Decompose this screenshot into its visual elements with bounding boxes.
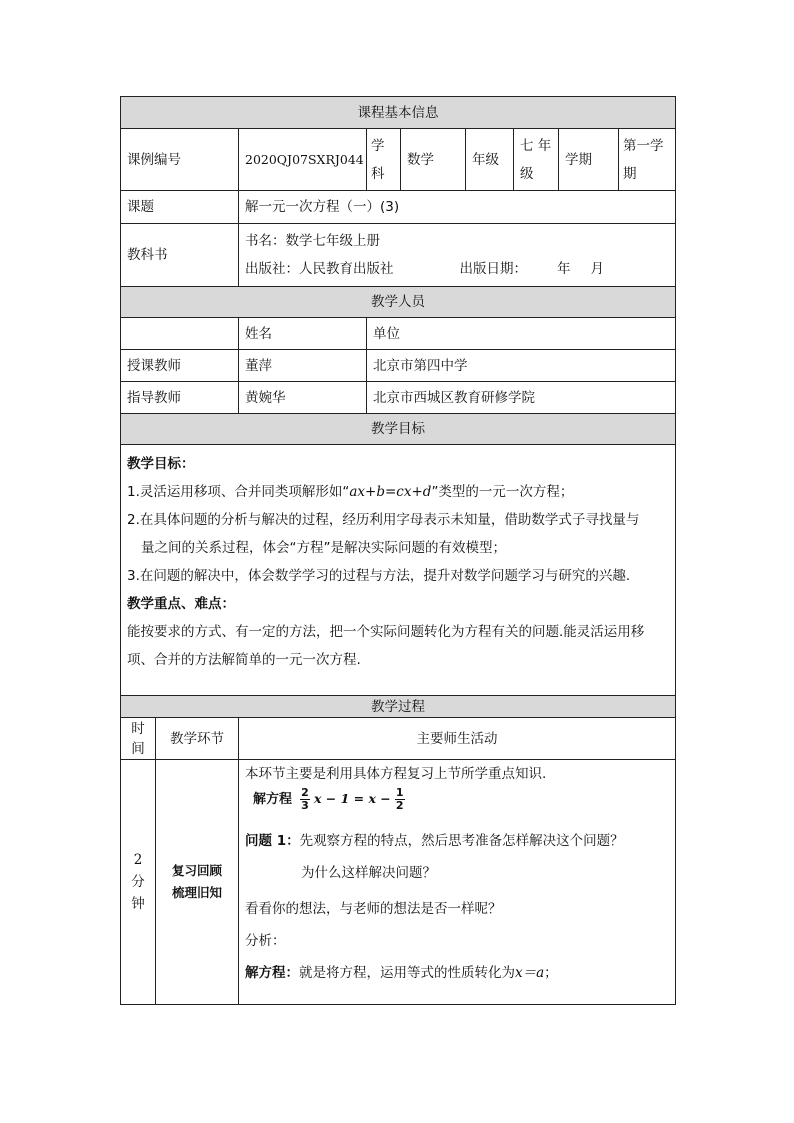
grade-value-line2: 级 [520, 165, 534, 182]
time-col-header [121, 718, 156, 760]
stage-line1: 复习回顾 [171, 863, 222, 878]
stage-cell [156, 760, 239, 1005]
question-1 [245, 827, 669, 855]
term-value [619, 129, 676, 191]
fraction-1-numerator: 2 [301, 786, 309, 799]
duration-number: 2 [133, 852, 143, 868]
goal-item-1-pre: 1.灵活运用移项、合并同类项解形如“ [127, 484, 350, 500]
subject-label [367, 129, 401, 191]
equation-label: 解方程 [253, 792, 293, 807]
fraction-2-numerator: 1 [395, 786, 404, 799]
duration-cell [121, 760, 156, 1005]
grade-value-line1: 七 年 [520, 137, 552, 154]
subject-value: 数学 [401, 129, 466, 191]
activity-intro: 本环节主要是利用具体方程复习上节所学重点知识. [245, 766, 547, 782]
goal-item-1-post: ”类型的一元一次方程； [431, 484, 574, 500]
fraction-2-denominator: 2 [395, 799, 404, 812]
term-label: 学期 [559, 129, 619, 191]
goals-heading: 教学目标： [127, 456, 195, 472]
duration-unit-2: 钟 [131, 896, 145, 912]
analysis-label: 分析： [245, 933, 286, 949]
section-header-basic-info: 课程基本信息 [121, 97, 676, 129]
textbook-info [239, 224, 676, 287]
grade-label: 年级 [466, 129, 514, 191]
case-id-label: 课例编号 [121, 129, 239, 191]
goal-item-2-line2: 量之间的关系过程，体会“方程”是解决实际问题的有效模型； [141, 540, 506, 556]
publish-year-label: 年 [557, 261, 571, 277]
section-header-teachers: 教学人员 [121, 287, 676, 318]
time-col-header-line1: 时 [131, 720, 145, 737]
grade-value [514, 129, 559, 191]
teacher-unit: 北京市第四中学 [367, 350, 676, 382]
goal-item-3: 3.在问题的解决中，体会数学学习的过程与方法，提升对数学问题学习与研究的兴趣. [127, 568, 631, 584]
textbook-label: 教科书 [121, 224, 239, 287]
teacher-col-name: 姓名 [239, 318, 367, 350]
book-name: 书名：数学七年级上册 [245, 233, 380, 249]
solve-formula: x＝a [515, 965, 545, 981]
publish-date-label: 出版日期： [459, 261, 527, 277]
teacher-col-unit: 单位 [367, 318, 676, 350]
publish-month-label: 月 [590, 261, 604, 277]
subject-label-line1: 学 [371, 137, 385, 154]
teacher-name: 董萍 [239, 350, 367, 382]
key-points-line1: 能按要求的方式、有一定的方法，把一个实际问题转化为方程有关的问题.能灵活运用移 [127, 624, 645, 640]
key-points-heading: 教学重点、难点： [127, 596, 235, 612]
teacher-header-empty [121, 318, 239, 350]
solve-explanation [245, 955, 669, 991]
question-1-followup: 为什么这样解决问题？ [301, 865, 436, 881]
publisher-row [245, 255, 669, 283]
section-header-process: 教学过程 [121, 696, 676, 718]
solve-label: 解方程： [245, 965, 299, 981]
fraction-1-denominator: 3 [301, 799, 309, 812]
lesson-plan-table [120, 96, 676, 1005]
solve-end: ； [544, 965, 558, 981]
goal-item-1-formula: ax+b=cx+d [349, 484, 432, 500]
equation-row [245, 784, 669, 815]
duration-unit-1: 分 [131, 874, 145, 890]
term-value-line2: 期 [623, 165, 637, 182]
goal-item-2-line1: 2.在具体问题的分析与解决的过程，经历利用字母表示未知量，借助数学式子寻找量与 [127, 512, 640, 528]
teacher-role: 指导教师 [121, 382, 239, 414]
equation-fraction-2 [395, 787, 405, 812]
activity-cell [239, 760, 676, 1005]
equation-fraction-1 [300, 787, 310, 812]
goal-item-1 [127, 478, 669, 506]
activity-col-header: 主要师生活动 [239, 718, 676, 760]
key-points-line2: 项、合并的方法解简单的一元一次方程. [127, 652, 361, 668]
question-1-label: 问题 1： [245, 833, 300, 849]
topic-value: 解一元一次方程（一）(3) [239, 191, 676, 224]
solve-text: 就是将方程，运用等式的性质转化为 [299, 965, 515, 981]
goals-content [121, 445, 676, 696]
teacher-unit: 北京市西城区教育研修学院 [367, 382, 676, 414]
time-col-header-line2: 间 [131, 740, 145, 757]
question-1-text: 先观察方程的特点，然后思考准备怎样解决这个问题？ [299, 833, 624, 849]
publisher: 出版社：人民教育出版社 [245, 261, 394, 277]
stage-col-header: 教学环节 [156, 718, 239, 760]
equation-middle: x − 1 = x − [313, 791, 391, 806]
term-value-line1: 第一学 [623, 137, 664, 154]
subject-label-line2: 科 [371, 165, 385, 182]
case-id-value: 2020QJ07SXRJ044 [239, 129, 367, 191]
teacher-row [121, 350, 676, 382]
topic-label: 课题 [121, 191, 239, 224]
teacher-row [121, 382, 676, 414]
teacher-name: 黄婉华 [239, 382, 367, 414]
stage-line2: 梳理旧知 [171, 885, 222, 900]
compare-prompt: 看看你的想法，与老师的想法是否一样呢？ [245, 901, 502, 917]
teacher-role: 授课教师 [121, 350, 239, 382]
section-header-goals: 教学目标 [121, 414, 676, 445]
